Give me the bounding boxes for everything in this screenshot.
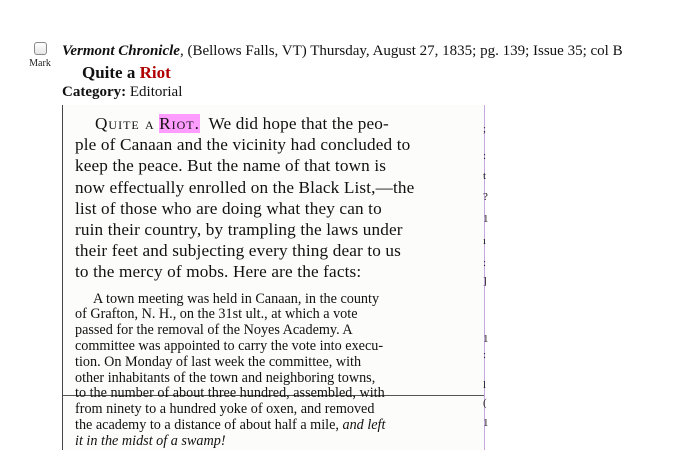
clipping-line: passed for the removal of the Noyes Academy. A <box>75 322 353 339</box>
citation-line <box>62 43 623 60</box>
clipping-line: to the number of about three hundred, assembled, with <box>75 385 385 402</box>
clipping-paragraph-1 <box>75 113 475 283</box>
adjacent-column-fragment <box>481 105 495 450</box>
clipping-line <box>75 113 475 134</box>
clipping-line <box>75 418 475 434</box>
fragment-mark: ] <box>483 275 487 287</box>
clipping-line: tion. On Monday of last week the committee, with <box>75 353 362 370</box>
category-label: Category: <box>62 84 127 100</box>
clipping-line: ruin their country, by trampling the laws under <box>75 220 403 240</box>
fragment-mark: 1 <box>483 213 489 225</box>
fragment-mark: ( <box>483 397 487 409</box>
article-title-highlight: Riot <box>139 63 171 82</box>
clipping-italic-text: and left <box>342 417 386 433</box>
clipping-line: now effectually enrolled on the Black List,—the <box>75 177 415 197</box>
clipping-italic-line: it in the midst of a swamp! <box>75 432 226 449</box>
fragment-mark: : <box>483 349 487 361</box>
clipping-line: from ninety to a hundred yoke of oxen, and removed <box>75 401 375 418</box>
clipping-line-text: We did hope that the peo- <box>208 114 389 133</box>
fragment-mark: t <box>483 170 487 182</box>
clipping-line: other inhabitants of the town and neighboring towns, <box>75 369 376 386</box>
fragment-mark: 1 <box>483 417 489 429</box>
clipping-line: to the mercy of mobs. Here are the facts: <box>75 262 362 282</box>
fragment-mark: : <box>483 257 487 269</box>
citation-details: , (Bellows Falls, VT) Thursday, August 27, 1835; pg. 139; Issue 35; col B <box>179 43 623 59</box>
clipping-text-column <box>75 113 475 450</box>
clipping-line: list of those who are doing what they can to <box>75 198 382 218</box>
fragment-mark: ; <box>483 123 487 135</box>
clipping-line: committee was appointed to carry the vote into execu- <box>75 338 384 355</box>
clipping-line: of Grafton, N. H., on the 31st ult., at which a vote <box>75 306 358 323</box>
clipping-line: ple of Canaan and the vicinity had concluded to <box>75 135 411 155</box>
newspaper-clipping-image <box>62 105 485 450</box>
article-category <box>62 84 182 101</box>
article-title-prefix: Quite a <box>82 63 140 82</box>
search-term-highlight: Riot. <box>159 114 200 133</box>
article-title[interactable] <box>82 63 171 83</box>
clipping-paragraph-2 <box>75 292 475 450</box>
fragment-mark: 1 <box>483 333 489 345</box>
fragment-mark: ı <box>483 235 487 247</box>
mark-checkbox[interactable] <box>34 42 47 55</box>
fragment-mark: : <box>483 150 487 162</box>
mark-control[interactable] <box>28 42 52 69</box>
clipping-line: keep the peace. But the name of that town is <box>75 156 387 176</box>
lead-smallcaps: Quite a <box>95 114 155 133</box>
fragment-mark: ? <box>483 191 488 203</box>
clipping-line: their feet and subjecting every thing dear to us <box>75 241 402 261</box>
clipping-line: A town meeting was held in Canaan, in the county <box>93 290 380 307</box>
clipping-line-text: the academy to a distance of about half a mile, <box>75 417 339 433</box>
publication-name[interactable]: Vermont Chronicle <box>62 43 180 59</box>
category-value: Editorial <box>129 84 183 100</box>
mark-label: Mark <box>29 58 51 69</box>
fragment-mark: l <box>483 379 487 391</box>
